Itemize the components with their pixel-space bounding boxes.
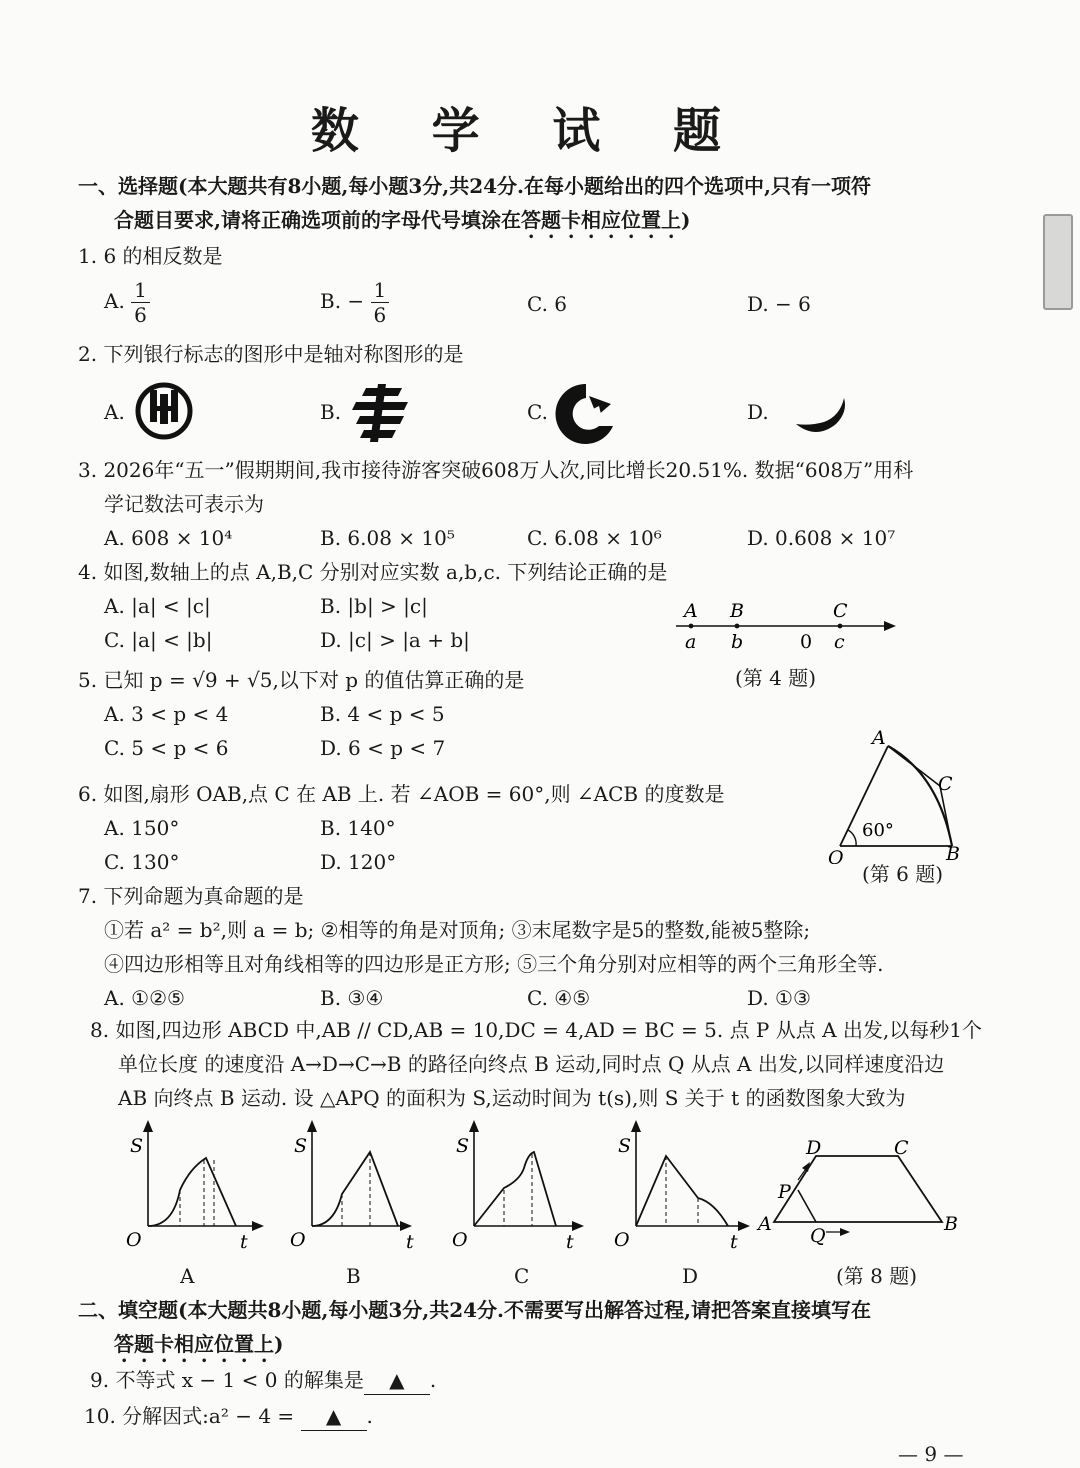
value-b-label: b bbox=[731, 631, 744, 653]
question-5-stem: 5. 已知 p = √9 + √5,以下对 p 的值估算正确的是 bbox=[78, 668, 525, 692]
value-c-label: c bbox=[834, 631, 845, 653]
question-4-stem: 4. 如图,数轴上的点 A,B,C 分别对应实数 a,b,c. 下列结论正确的是 bbox=[78, 560, 668, 584]
page-number: — 9 — bbox=[898, 1442, 964, 1466]
point-c-label: C bbox=[833, 600, 848, 622]
graph-a-o-label: O bbox=[126, 1229, 142, 1251]
graph-d-t-label: t bbox=[730, 1231, 738, 1253]
q5-option-d: D. 6 < p < 7 bbox=[320, 736, 446, 760]
graph-b-t-label: t bbox=[406, 1231, 414, 1253]
question-2-stem: 2. 下列银行标志的图形中是轴对称图形的是 bbox=[78, 342, 464, 366]
trap-point-b: B bbox=[944, 1213, 958, 1235]
q3-option-b: B. 6.08 × 10⁵ bbox=[320, 526, 455, 550]
trapezoid-figure bbox=[752, 1132, 972, 1252]
q6-option-a: A. 150° bbox=[104, 816, 180, 840]
sector-point-o: O bbox=[828, 847, 844, 864]
q1-option-d: D. − 6 bbox=[747, 292, 811, 316]
q3-option-a: A. 608 × 10⁴ bbox=[104, 526, 233, 550]
q6-option-c: C. 130° bbox=[104, 850, 180, 874]
sector-angle-label: 60° bbox=[862, 820, 894, 841]
construction-bank-logo-icon bbox=[553, 382, 619, 446]
q1-option-a: A. $\frac{1}{6}$ bbox=[104, 278, 150, 327]
zero-label: 0 bbox=[800, 631, 813, 653]
merchants-bank-logo-icon bbox=[794, 394, 850, 440]
graph-d-o-label: O bbox=[614, 1229, 630, 1251]
graph-c-o-label: O bbox=[452, 1229, 468, 1251]
trap-point-q: Q bbox=[810, 1225, 826, 1247]
section1-header-line2: 合题目要求,请将正确选项前的字母代号填涂在答题卡相应位置上) bbox=[114, 208, 691, 232]
page-title: 数 学 试 题 bbox=[310, 103, 750, 159]
q2-option-a-label: A. bbox=[104, 400, 125, 424]
question-6-stem: 6. 如图,扇形 OAB,点 C 在 AB 上. 若 ∠AOB = 60°,则 ∠ACB 的度数是 bbox=[78, 782, 725, 806]
q10-answer-blank: ▲ bbox=[301, 1402, 367, 1431]
q1-option-b: B. − $\frac{1}{6}$ bbox=[320, 278, 389, 327]
section2-header: 二、填空题(本大题共8小题,每小题3分,共24分.不需要写出解答过程,请把答案直接填写在 bbox=[78, 1298, 871, 1322]
q7-option-d: D. ①③ bbox=[747, 986, 811, 1010]
postal-bank-logo-icon bbox=[352, 384, 412, 442]
sector-point-c: C bbox=[938, 773, 953, 795]
q5-option-c: C. 5 < p < 6 bbox=[104, 736, 229, 760]
q2-option-c-label: C. bbox=[527, 400, 548, 424]
q3-option-c: C. 6.08 × 10⁶ bbox=[527, 526, 662, 550]
question-8-stem-line3: AB 向终点 B 运动. 设 △APQ 的面积为 S,运动时间为 t(s),则 S 关于 t 的函数图象大致为 bbox=[118, 1086, 906, 1110]
q7-option-a: A. ①②⑤ bbox=[104, 986, 185, 1010]
point-a-label: A bbox=[684, 600, 698, 622]
question-7-stem: 7. 下列命题为真命题的是 bbox=[78, 884, 304, 908]
graph-d-label: D bbox=[682, 1264, 699, 1288]
agricultural-bank-logo-icon bbox=[134, 380, 196, 442]
trap-point-c: C bbox=[894, 1137, 909, 1159]
page-edge-tab bbox=[1043, 214, 1073, 310]
graph-a-t-label: t bbox=[240, 1231, 248, 1253]
sector-point-a: A bbox=[872, 727, 886, 749]
question-9: 9. 不等式 x − 1 < 0 的解集是 ▲ . bbox=[90, 1366, 436, 1395]
trap-point-p: P bbox=[778, 1181, 791, 1203]
q6-option-d: D. 120° bbox=[320, 850, 397, 874]
figure-4-caption: (第 4 题) bbox=[735, 666, 817, 690]
graph-d-s-label: S bbox=[618, 1135, 632, 1157]
q5-option-b: B. 4 < p < 5 bbox=[320, 702, 445, 726]
question-3-stem-line2: 学记数法可表示为 bbox=[104, 492, 264, 516]
graph-a-label: A bbox=[180, 1264, 195, 1288]
q3-option-d: D. 0.608 × 10⁷ bbox=[747, 526, 896, 550]
q6-option-b: B. 140° bbox=[320, 816, 396, 840]
question-10: 10. 分解因式:a² − 4 = ▲ . bbox=[84, 1402, 373, 1431]
q5-option-a: A. 3 < p < 4 bbox=[104, 702, 229, 726]
graph-b-o-label: O bbox=[290, 1229, 306, 1251]
question-8-stem: 8. 如图,四边形 ABCD 中,AB // CD,AB = 10,DC = 4,AD = BC = 5. 点 P 从点 A 出发,以每秒1个 bbox=[90, 1018, 982, 1042]
question-1-stem: 1. 6 的相反数是 bbox=[78, 244, 223, 268]
question-8-stem-line2: 单位长度 的速度沿 A→D→C→B 的路径向终点 B 运动,同时点 Q 从点 A 出发,以同样速度沿边 bbox=[118, 1052, 945, 1076]
graph-b-label: B bbox=[346, 1264, 361, 1288]
q4-option-a: A. |a| < |c| bbox=[104, 594, 211, 618]
number-line-figure bbox=[670, 596, 910, 656]
q9-answer-blank: ▲ bbox=[364, 1366, 430, 1395]
section2-header-line2: 答题卡相应位置上) bbox=[114, 1332, 284, 1356]
q8-graph-a bbox=[118, 1118, 268, 1254]
value-a-label: a bbox=[685, 631, 697, 653]
q8-graph-b bbox=[282, 1118, 432, 1254]
trap-point-a: A bbox=[758, 1213, 772, 1235]
point-b-label: B bbox=[730, 600, 744, 622]
q4-option-c: C. |a| < |b| bbox=[104, 628, 213, 652]
figure-6-caption: (第 6 题) bbox=[862, 862, 944, 886]
q7-statements-line1: ①若 a² = b²,则 a = b; ②相等的角是对顶角; ③末尾数字是5的整数,能被5整除; bbox=[104, 918, 811, 942]
question-3-stem: 3. 2026年“五一”假期期间,我市接待游客突破608万人次,同比增长20.51%. 数据“608万”用科 bbox=[78, 458, 914, 482]
q8-graph-c bbox=[444, 1118, 594, 1254]
graph-c-t-label: t bbox=[566, 1231, 574, 1253]
figure-8-caption: (第 8 题) bbox=[836, 1264, 918, 1288]
graph-c-s-label: S bbox=[456, 1135, 470, 1157]
graph-a-s-label: S bbox=[130, 1135, 144, 1157]
q4-option-d: D. |c| > |a + b| bbox=[320, 628, 470, 652]
q2-option-d-label: D. bbox=[747, 400, 769, 424]
graph-b-s-label: S bbox=[294, 1135, 308, 1157]
section1-header: 一、选择题(本大题共有8小题,每小题3分,共24分.在每小题给出的四个选项中,只有一项符 bbox=[78, 174, 871, 198]
q8-graph-d bbox=[606, 1118, 756, 1254]
q2-option-b-label: B. bbox=[320, 400, 342, 424]
trap-point-d: D bbox=[806, 1137, 822, 1159]
q4-option-b: B. |b| > |c| bbox=[320, 594, 428, 618]
graph-c-label: C bbox=[514, 1264, 530, 1288]
q7-option-c: C. ④⑤ bbox=[527, 986, 591, 1010]
q7-option-b: B. ③④ bbox=[320, 986, 384, 1010]
q7-statements-line2: ④四边形相等且对角线相等的四边形是正方形; ⑤三个角分别对应相等的两个三角形全等. bbox=[104, 952, 884, 976]
q1-option-c: C. 6 bbox=[527, 292, 568, 316]
sector-point-b: B bbox=[946, 843, 960, 864]
sector-figure bbox=[820, 724, 980, 864]
